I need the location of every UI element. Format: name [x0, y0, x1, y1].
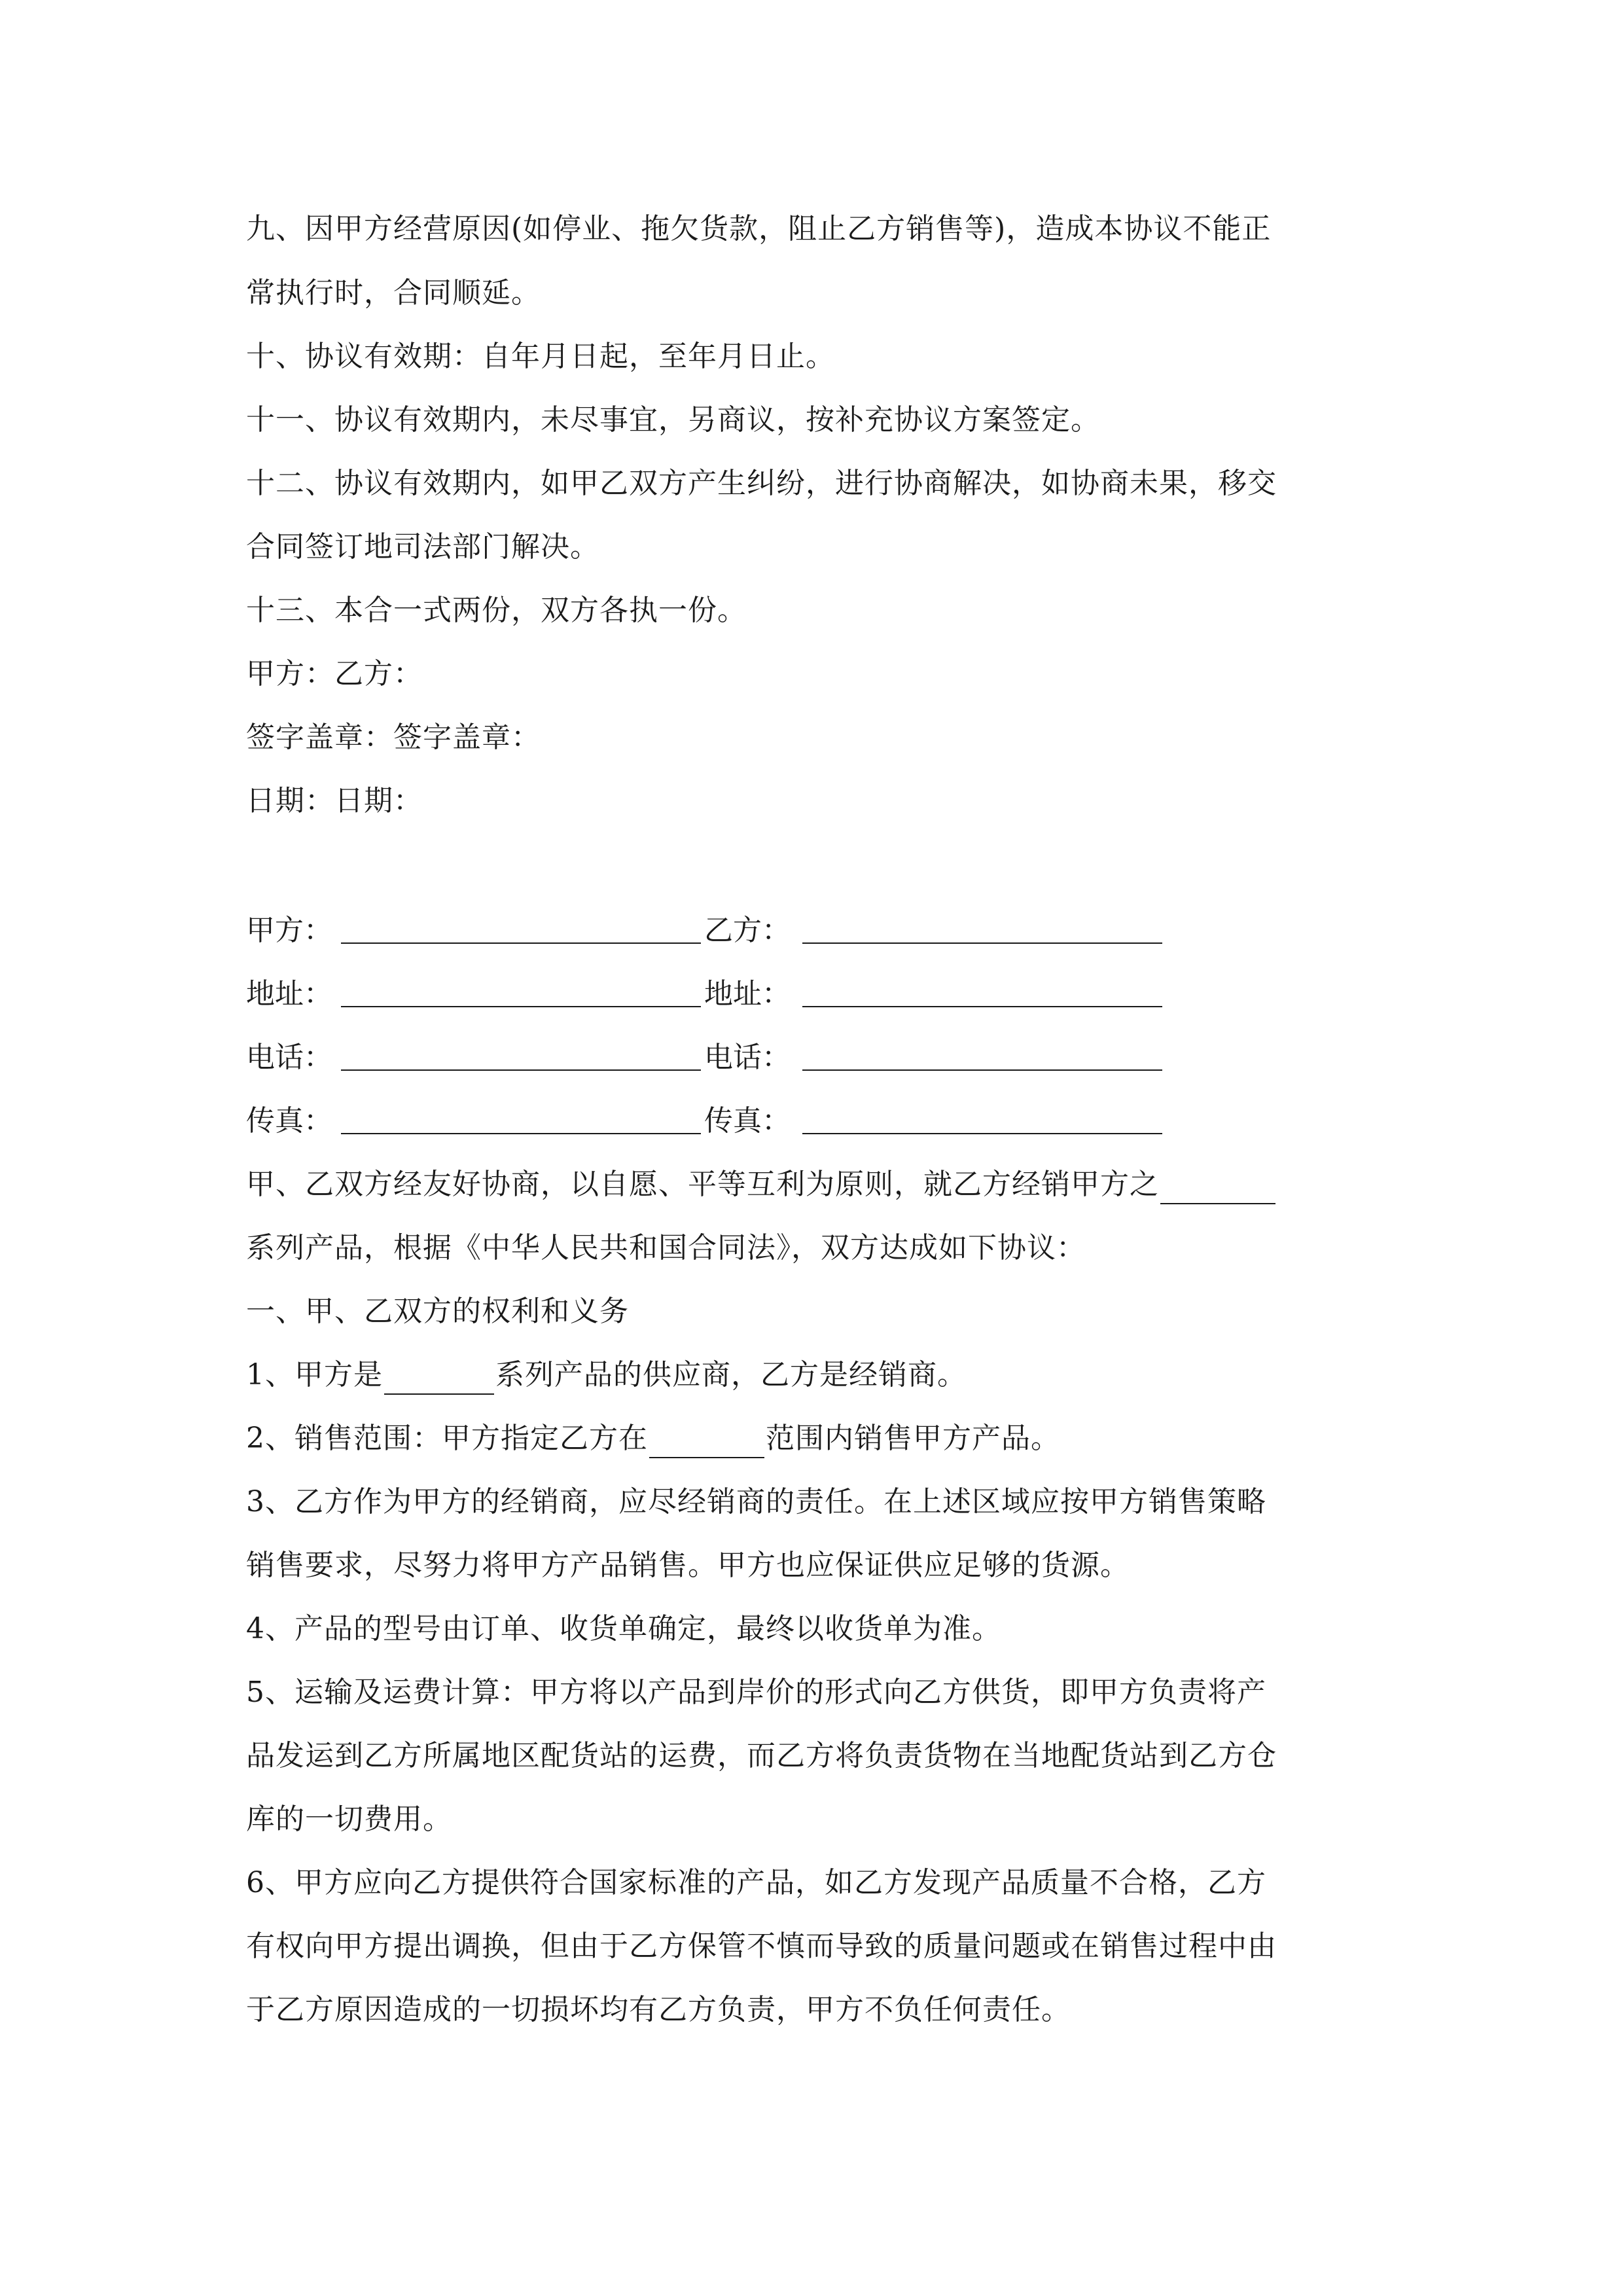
signature-parties: 甲方：乙方： [246, 657, 423, 691]
item-6-line-2: 有权向甲方提出调换，但由于乙方保管不慎而导致的质量问题或在销售过程中由 [246, 1929, 1277, 1963]
signature-date: 日期：日期： [246, 784, 423, 817]
product-blank[interactable] [1160, 1173, 1275, 1204]
party-a-fill-line[interactable] [341, 911, 701, 944]
signature-seal: 签字盖章：签字盖章： [246, 721, 541, 754]
item-6-line-1: 6、甲方应向乙方提供符合国家标准的产品，如乙方发现产品质量不合格，乙方 [246, 1866, 1266, 1899]
intro-line-2: 系列产品，根据《中华人民共和国合同法》，双方达成如下协议： [246, 1231, 1086, 1265]
item-2-blank[interactable] [649, 1427, 764, 1458]
clause-9-line-2: 常执行时，合同顺延。 [246, 276, 541, 310]
contact-row-address [246, 975, 1385, 1014]
phone-b-fill-line[interactable] [802, 1038, 1162, 1071]
fax-a-label: 传真： [246, 1104, 332, 1138]
address-a-fill-line[interactable] [341, 975, 701, 1007]
address-b-fill-line[interactable] [802, 975, 1162, 1007]
phone-a-label: 电话： [246, 1041, 332, 1074]
section-1-heading: 一、甲、乙双方的权利和义务 [246, 1295, 629, 1328]
item-1-blank[interactable] [384, 1363, 494, 1395]
contact-row-fax [246, 1102, 1385, 1141]
contact-row-phone [246, 1038, 1385, 1077]
item-3-line-1: 3、乙方作为甲方的经销商，应尽经销商的责任。在上述区域应按甲方销售策略 [246, 1485, 1266, 1518]
party-a-label: 甲方： [246, 914, 332, 947]
contact-row-party [246, 911, 1385, 950]
address-b-label: 地址： [704, 977, 791, 1011]
item-1-text-a: 1、甲方是 [246, 1358, 383, 1391]
clause-9-line-1: 九、因甲方经营原因(如停业、拖欠货款，阻止乙方销售等)，造成本协议不能正 [246, 212, 1272, 245]
item-1-text-b: 系列产品的供应商，乙方是经销商。 [495, 1358, 967, 1391]
party-b-fill-line[interactable] [802, 911, 1162, 944]
item-5-line-1: 5、运输及运费计算：甲方将以产品到岸价的形式向乙方供货，即甲方负责将产 [246, 1676, 1266, 1709]
item-2-text-a: 2、销售范围：甲方指定乙方在 [246, 1422, 648, 1455]
phone-b-label: 电话： [704, 1041, 791, 1074]
clause-11: 十一、协议有效期内，未尽事宜，另商议，按补充协议方案签定。 [246, 403, 1100, 437]
item-4: 4、产品的型号由订单、收货单确定，最终以收货单为准。 [246, 1612, 1001, 1645]
party-b-label: 乙方： [704, 914, 791, 947]
item-3-line-2: 销售要求，尽努力将甲方产品销售。甲方也应保证供应足够的货源。 [246, 1549, 1130, 1582]
clause-13: 十三、本合一式两份，双方各执一份。 [246, 594, 747, 627]
item-2-text-b: 范围内销售甲方产品。 [766, 1422, 1060, 1455]
intro-line-1 [246, 1165, 1385, 1204]
phone-a-fill-line[interactable] [341, 1038, 701, 1071]
item-1 [246, 1355, 1385, 1395]
intro-line-1-text: 甲、乙双方经友好协商，以自愿、平等互利为原则，就乙方经销甲方之 [246, 1168, 1159, 1201]
address-a-label: 地址： [246, 977, 332, 1011]
clause-12-line-1: 十二、协议有效期内，如甲乙双方产生纠纷，进行协商解决，如协商未果，移交 [246, 467, 1277, 500]
clause-10: 十、协议有效期：自年月日起，至年月日止。 [246, 340, 835, 373]
item-5-line-3: 库的一切费用。 [246, 1803, 452, 1836]
fax-b-fill-line[interactable] [802, 1102, 1162, 1134]
fax-b-label: 传真： [704, 1104, 791, 1138]
fax-a-fill-line[interactable] [341, 1102, 701, 1134]
item-6-line-3: 于乙方原因造成的一切损坏均有乙方负责，甲方不负任何责任。 [246, 1993, 1071, 2026]
item-5-line-2: 品发运到乙方所属地区配货站的运费，而乙方将负责货物在当地配货站到乙方仓 [246, 1739, 1277, 1772]
item-2 [246, 1419, 1385, 1458]
clause-12-line-2: 合同签订地司法部门解决。 [246, 530, 599, 564]
